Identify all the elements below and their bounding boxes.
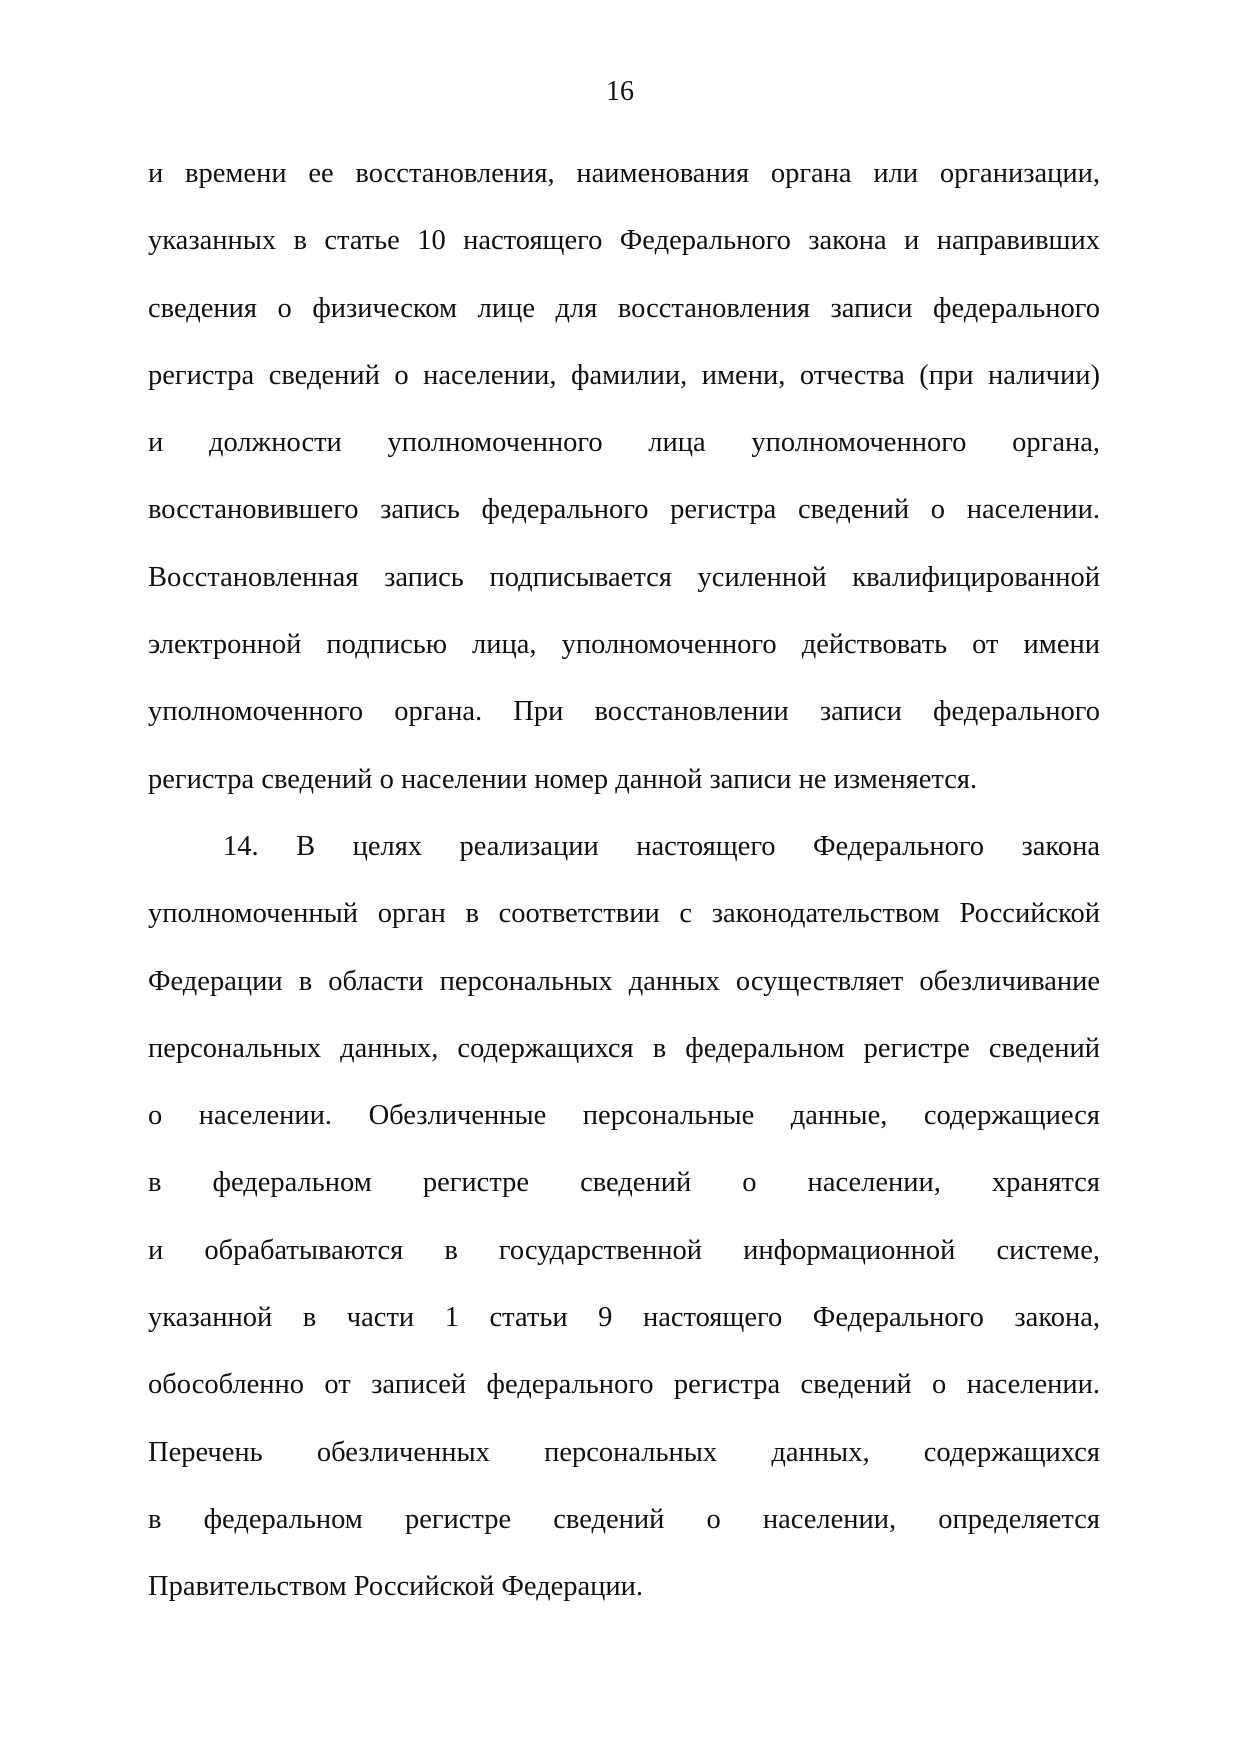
text-line: указанных в статье 10 настоящего Федерального закона и направивших — [148, 225, 1100, 257]
text-line: регистра сведений о населении, фамилии, имени, отчества (при наличии) — [148, 359, 1100, 391]
paragraph-end-line: регистра сведений о населении номер данной записи не изменяется. — [148, 763, 978, 795]
text-line: и времени ее восстановления, наименования органа или организации, — [148, 158, 1100, 189]
text-line: электронной подписью лица, уполномоченного действовать от имени — [148, 629, 1100, 661]
text-line: Федерации в области персональных данных осуществляет обезличивание — [148, 965, 1100, 997]
text-line: и обрабатываются в государственной информационной системе, — [148, 1234, 1100, 1266]
text-line: обособленно от записей федерального регистра сведений о населении. — [148, 1369, 1100, 1401]
text-line: уполномоченного органа. При восстановлении записи федерального — [148, 696, 1100, 728]
document-body — [148, 140, 1100, 1621]
paragraph-start-line: 14. В целях реализации настоящего Федерального закона — [223, 830, 1100, 862]
text-line: указанной в части 1 статьи 9 настоящего Федерального закона, — [148, 1302, 1100, 1334]
text-line: уполномоченный орган в соответствии с законодательством Российской — [148, 898, 1100, 930]
text-line: Перечень обезличенных персональных данных, содержащихся — [148, 1436, 1100, 1468]
page-number: 16 — [606, 76, 634, 107]
text-line: сведения о физическом лице для восстановления записи федерального — [148, 292, 1100, 324]
text-line: о населении. Обезличенные персональные данные, содержащиеся — [148, 1100, 1100, 1132]
paragraph-end-line: Правительством Российской Федерации. — [148, 1571, 644, 1603]
text-line: и должности уполномоченного лица уполномоченного органа, — [148, 427, 1100, 459]
text-line: Восстановленная запись подписывается усиленной квалифицированной — [148, 561, 1100, 593]
text-line: восстановившего запись федерального регистра сведений о населении. — [148, 494, 1100, 526]
text-line: персональных данных, содержащихся в федеральном регистре сведений — [148, 1032, 1100, 1064]
text-line: в федеральном регистре сведений о населении, определяется — [148, 1503, 1100, 1535]
text-line: в федеральном регистре сведений о населении, хранятся — [148, 1167, 1100, 1199]
